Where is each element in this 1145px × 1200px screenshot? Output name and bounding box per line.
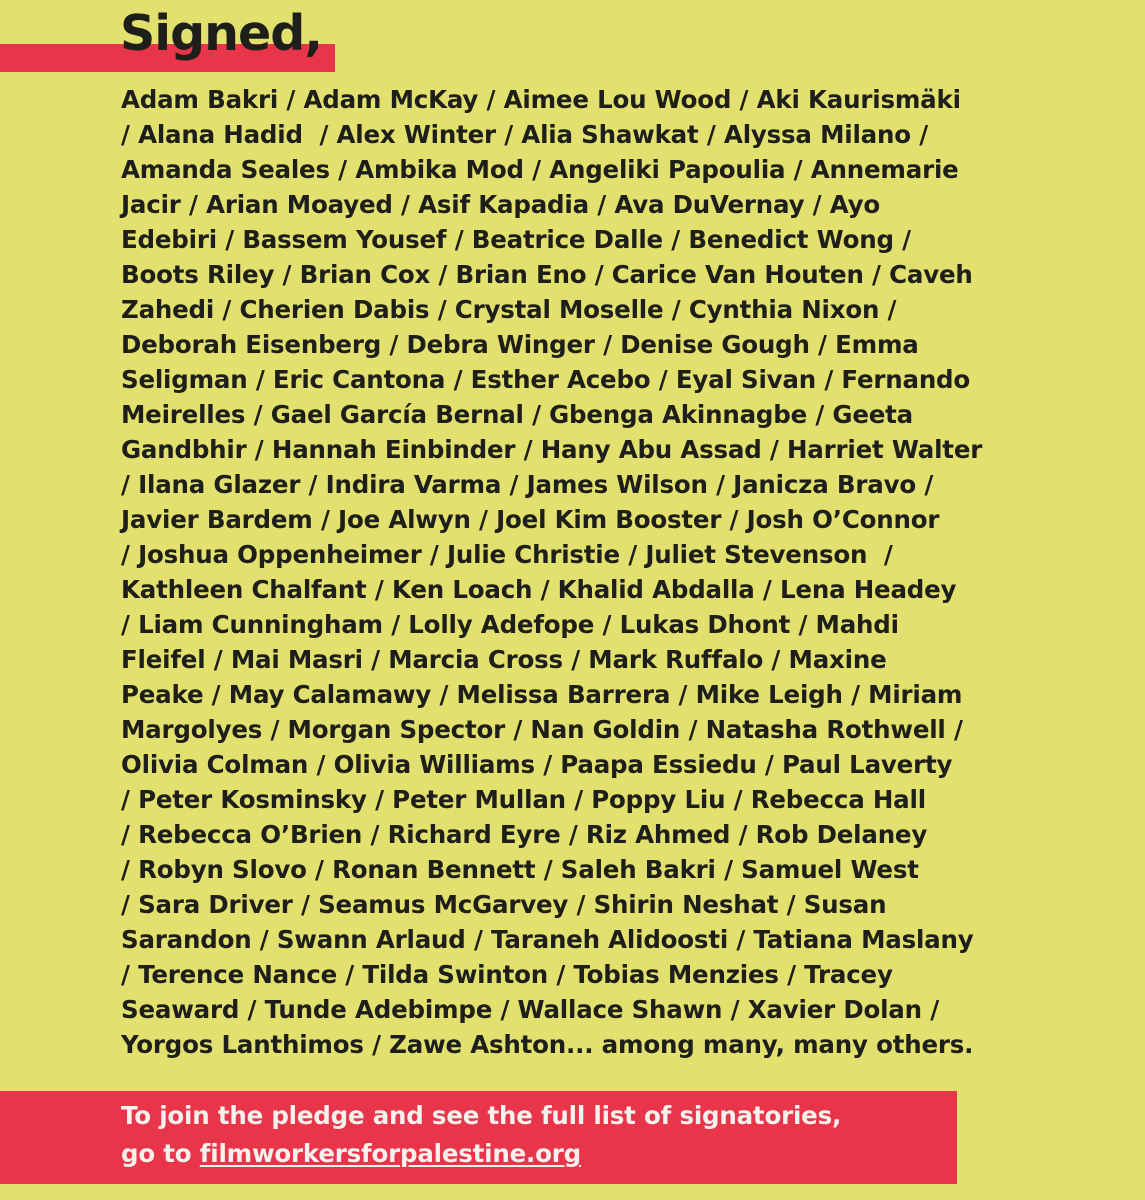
signatory-line: Javier Bardem / Joe Alwyn / Joel Kim Booster / Josh O’Connor <box>121 505 940 534</box>
signatory-line: Deborah Eisenberg / Debra Winger / Denise Gough / Emma <box>121 330 919 359</box>
signatory-line: Margolyes / Morgan Spector / Nan Goldin / Natasha Rothwell / <box>121 715 963 744</box>
heading-block <box>0 0 340 80</box>
signatory-line: Yorgos Lanthimos / Zawe Ashton... among many, many others. <box>121 1030 974 1059</box>
signatory-line: Olivia Colman / Olivia Williams / Paapa Essiedu / Paul Laverty <box>121 750 953 779</box>
signatory-line: Kathleen Chalfant / Ken Loach / Khalid Abdalla / Lena Headey <box>121 575 957 604</box>
signatory-line: Edebiri / Bassem Yousef / Beatrice Dalle / Benedict Wong / <box>121 225 911 254</box>
signatory-line: / Alana Hadid / Alex Winter / Alia Shawkat / Alyssa Milano / <box>121 120 928 149</box>
footer-cta-text <box>121 1097 841 1173</box>
signatory-line: / Sara Driver / Seamus McGarvey / Shirin Neshat / Susan <box>121 890 887 919</box>
pledge-website-link[interactable]: filmworkersforpalestine.org <box>199 1139 581 1168</box>
signatory-line: / Joshua Oppenheimer / Julie Christie / Juliet Stevenson / <box>121 540 893 569</box>
page-heading: Signed, <box>120 5 322 62</box>
signatory-list <box>121 82 1021 1062</box>
signatory-line: Seligman / Eric Cantona / Esther Acebo / Eyal Sivan / Fernando <box>121 365 971 394</box>
signatory-line: Seaward / Tunde Adebimpe / Wallace Shawn / Xavier Dolan / <box>121 995 939 1024</box>
signatory-line: / Ilana Glazer / Indira Varma / James Wilson / Janicza Bravo / <box>121 470 934 499</box>
signatory-line: / Robyn Slovo / Ronan Bennett / Saleh Bakri / Samuel West <box>121 855 919 884</box>
signatory-line: Gandbhir / Hannah Einbinder / Hany Abu Assad / Harriet Walter <box>121 435 983 464</box>
footer-line-1: To join the pledge and see the full list of signatories, <box>121 1101 842 1130</box>
footer-line-2-prefix: go to <box>121 1139 200 1168</box>
signatory-line: Fleifel / Mai Masri / Marcia Cross / Mark Ruffalo / Maxine <box>121 645 887 674</box>
signatory-line: Zahedi / Cherien Dabis / Crystal Moselle / Cynthia Nixon / <box>121 295 897 324</box>
signatory-line: / Peter Kosminsky / Peter Mullan / Poppy Liu / Rebecca Hall <box>121 785 926 814</box>
signatory-line: Amanda Seales / Ambika Mod / Angeliki Papoulia / Annemarie <box>121 155 959 184</box>
signatory-line: Peake / May Calamawy / Melissa Barrera / Mike Leigh / Miriam <box>121 680 963 709</box>
signatory-line: / Liam Cunningham / Lolly Adefope / Lukas Dhont / Mahdi <box>121 610 899 639</box>
signatory-line: / Rebecca O’Brien / Richard Eyre / Riz Ahmed / Rob Delaney <box>121 820 928 849</box>
signatory-line: Sarandon / Swann Arlaud / Taraneh Alidoosti / Tatiana Maslany <box>121 925 974 954</box>
signatory-line: Boots Riley / Brian Cox / Brian Eno / Carice Van Houten / Caveh <box>121 260 973 289</box>
signatory-line: Jacir / Arian Moayed / Asif Kapadia / Ava DuVernay / Ayo <box>121 190 881 219</box>
signatory-line: Adam Bakri / Adam McKay / Aimee Lou Wood / Aki Kaurismäki <box>121 85 961 114</box>
signatory-line: / Terence Nance / Tilda Swinton / Tobias Menzies / Tracey <box>121 960 893 989</box>
signatory-line: Meirelles / Gael García Bernal / Gbenga Akinnagbe / Geeta <box>121 400 914 429</box>
